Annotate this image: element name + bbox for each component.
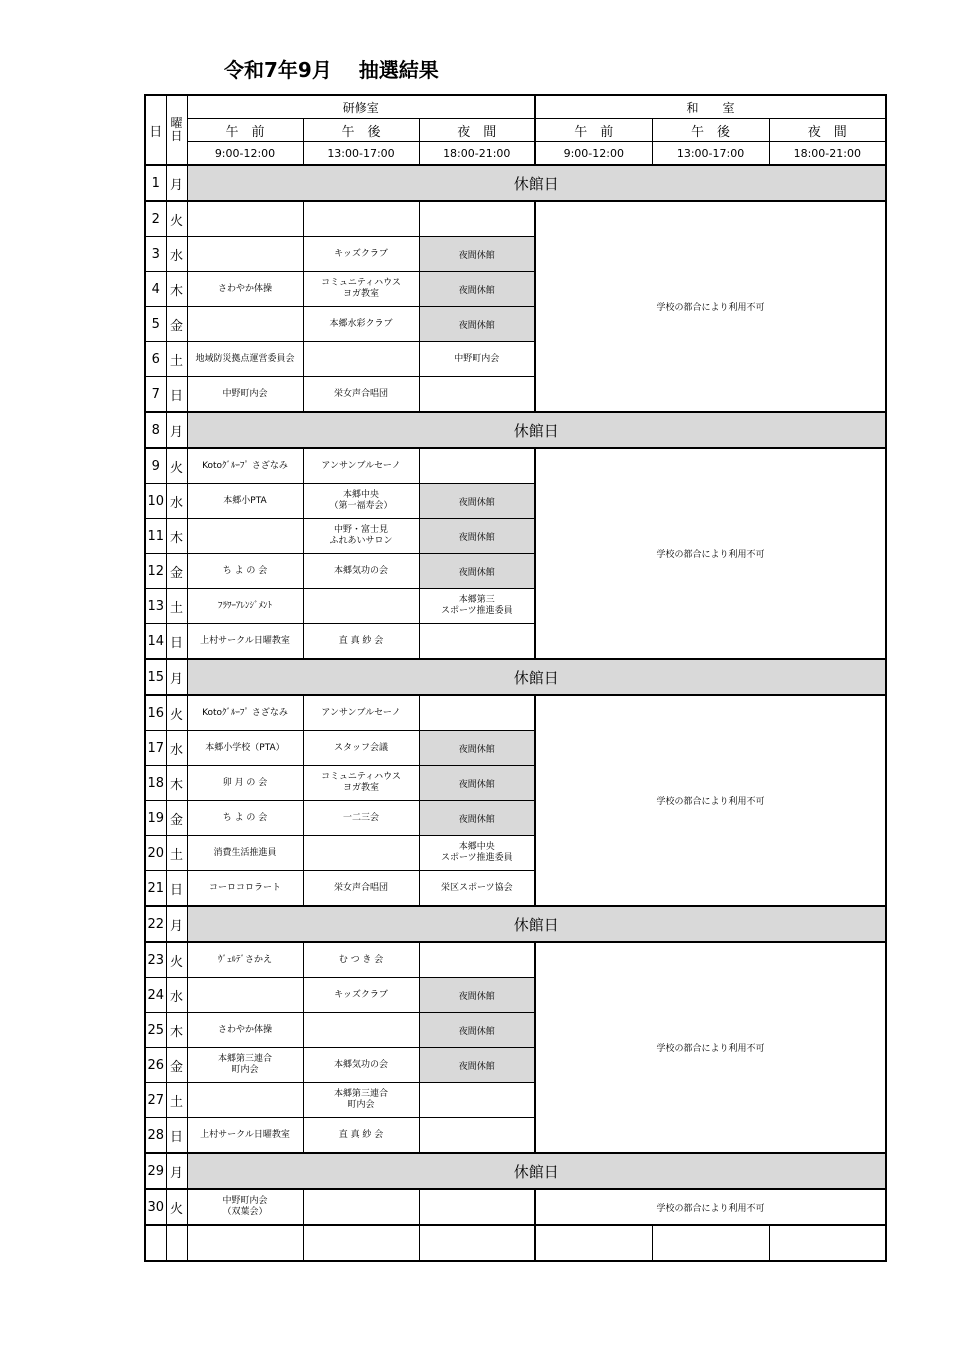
kenshu-am-cell: さわやか体操 (187, 1013, 303, 1048)
kenshu-am-cell: ち よ の 会 (187, 554, 303, 589)
kenshu-pm-cell (303, 836, 419, 871)
weekday: 水 (166, 731, 187, 766)
kenshu-pm-cell: 直 真 紗 会 (303, 1118, 419, 1154)
kenshu-nt-cell (419, 942, 535, 978)
night-closed-cell: 夜間休館 (419, 554, 535, 589)
night-closed-cell: 夜間休館 (419, 272, 535, 307)
day-number: 27 (145, 1083, 166, 1118)
kenshu-am-cell: 本郷小PTA (187, 484, 303, 519)
table-row (145, 942, 886, 978)
day-number: 20 (145, 836, 166, 871)
weekday: 金 (166, 801, 187, 836)
kenshu-am-cell (187, 201, 303, 237)
weekday: 日 (166, 624, 187, 660)
kenshu-pm-cell: 栄女声合唱団 (303, 871, 419, 907)
kenshu-am-cell (187, 307, 303, 342)
kenshu-pm-cell: 本郷中央 （第一福寿会） (303, 484, 419, 519)
closed-day-banner: 休館日 (187, 659, 886, 695)
kenshu-pm-cell (303, 1189, 419, 1225)
kenshu-am-cell: Kotoｸﾞﾙｰﾌﾟ さざなみ (187, 695, 303, 731)
kenshu-am-cell: 消費生活推進員 (187, 836, 303, 871)
kenshu-am-cell: 上村サークル日曜教室 (187, 624, 303, 660)
empty-cell (419, 1225, 535, 1261)
weekday: 月 (166, 1153, 187, 1189)
night-closed-cell: 夜間休館 (419, 484, 535, 519)
day-number: 12 (145, 554, 166, 589)
header-period: 午 後 (303, 119, 419, 142)
weekday: 木 (166, 272, 187, 307)
kenshu-pm-cell: 本郷第三連合 町内会 (303, 1083, 419, 1118)
header-room-washitsu: 和 室 (535, 95, 886, 119)
empty-cell (187, 1225, 303, 1261)
kenshu-pm-cell: む つ き 会 (303, 942, 419, 978)
kenshu-am-cell (187, 1083, 303, 1118)
kenshu-pm-cell: アンサンブルセーノ (303, 448, 419, 484)
header-period: 午 後 (652, 119, 769, 142)
kenshu-am-cell: ﾌﾗﾜｰｱﾚﾝｼﾞﾒﾝﾄ (187, 589, 303, 624)
kenshu-pm-cell: 本郷気功の会 (303, 1048, 419, 1083)
empty-cell (166, 1225, 187, 1261)
header-time: 18:00-21:00 (419, 142, 535, 166)
washitsu-notice: 学校の都合により利用不可 (535, 1189, 886, 1225)
day-number: 18 (145, 766, 166, 801)
weekday: 水 (166, 484, 187, 519)
washitsu-notice: 学校の都合により利用不可 (535, 448, 886, 659)
empty-cell (535, 1225, 652, 1261)
kenshu-pm-cell: コミュニティハウス ヨガ教室 (303, 272, 419, 307)
kenshu-nt-cell: 本郷第三 スポーツ推進委員 (419, 589, 535, 624)
weekday: 土 (166, 1083, 187, 1118)
kenshu-am-cell: 中野町内会 （双葉会） (187, 1189, 303, 1225)
weekday: 日 (166, 871, 187, 907)
kenshu-nt-cell (419, 448, 535, 484)
weekday: 木 (166, 1013, 187, 1048)
kenshu-am-cell (187, 237, 303, 272)
kenshu-nt-cell (419, 201, 535, 237)
empty-cell (145, 1225, 166, 1261)
day-number: 30 (145, 1189, 166, 1225)
weekday: 日 (166, 1118, 187, 1154)
kenshu-nt-cell (419, 624, 535, 660)
empty-cell (652, 1225, 769, 1261)
kenshu-nt-cell (419, 1118, 535, 1154)
day-number: 7 (145, 377, 166, 413)
table-row (145, 412, 886, 448)
header-time: 9:00-12:00 (187, 142, 303, 166)
kenshu-am-cell: ち よ の 会 (187, 801, 303, 836)
weekday: 水 (166, 237, 187, 272)
night-closed-cell: 夜間休館 (419, 978, 535, 1013)
weekday: 木 (166, 519, 187, 554)
day-number: 15 (145, 659, 166, 695)
day-number: 4 (145, 272, 166, 307)
weekday: 日 (166, 377, 187, 413)
day-number: 29 (145, 1153, 166, 1189)
header-period: 夜 間 (419, 119, 535, 142)
day-number: 16 (145, 695, 166, 731)
day-number: 6 (145, 342, 166, 377)
day-number: 21 (145, 871, 166, 907)
day-number: 11 (145, 519, 166, 554)
kenshu-nt-cell (419, 1083, 535, 1118)
day-number: 3 (145, 237, 166, 272)
empty-cell (303, 1225, 419, 1261)
kenshu-pm-cell: コミュニティハウス ヨガ教室 (303, 766, 419, 801)
weekday: 火 (166, 942, 187, 978)
weekday: 土 (166, 836, 187, 871)
header-period: 午 前 (535, 119, 652, 142)
day-number: 5 (145, 307, 166, 342)
closed-day-banner: 休館日 (187, 165, 886, 201)
weekday: 木 (166, 766, 187, 801)
washitsu-notice: 学校の都合により利用不可 (535, 942, 886, 1153)
table-row (145, 695, 886, 731)
kenshu-am-cell: 本郷小学校（PTA） (187, 731, 303, 766)
table-row (145, 906, 886, 942)
kenshu-am-cell: 卯 月 の 会 (187, 766, 303, 801)
table-row (145, 1189, 886, 1225)
weekday: 金 (166, 554, 187, 589)
table-row (145, 165, 886, 201)
header-room-kenshu: 研修室 (187, 95, 535, 119)
table-row (145, 659, 886, 695)
day-number: 24 (145, 978, 166, 1013)
kenshu-pm-cell: 本郷水彩クラブ (303, 307, 419, 342)
weekday: 月 (166, 659, 187, 695)
night-closed-cell: 夜間休館 (419, 1013, 535, 1048)
closed-day-banner: 休館日 (187, 1153, 886, 1189)
closed-day-banner: 休館日 (187, 906, 886, 942)
table-row (145, 448, 886, 484)
kenshu-pm-cell: スタッフ会議 (303, 731, 419, 766)
day-number: 25 (145, 1013, 166, 1048)
header-time: 13:00-17:00 (303, 142, 419, 166)
page-title: 令和7年9月 抽選結果 (224, 58, 439, 82)
day-number: 17 (145, 731, 166, 766)
table-row (145, 201, 886, 237)
weekday: 火 (166, 448, 187, 484)
washitsu-notice: 学校の都合により利用不可 (535, 201, 886, 412)
day-number: 10 (145, 484, 166, 519)
kenshu-am-cell (187, 519, 303, 554)
kenshu-am-cell: 中野町内会 (187, 377, 303, 413)
weekday: 土 (166, 342, 187, 377)
day-number: 13 (145, 589, 166, 624)
kenshu-pm-cell: キッズクラブ (303, 237, 419, 272)
kenshu-pm-cell: 栄女声合唱団 (303, 377, 419, 413)
kenshu-am-cell: さわやか体操 (187, 272, 303, 307)
day-number: 1 (145, 165, 166, 201)
kenshu-pm-cell (303, 201, 419, 237)
header-time: 9:00-12:00 (535, 142, 652, 166)
night-closed-cell: 夜間休館 (419, 307, 535, 342)
day-number: 19 (145, 801, 166, 836)
header-day: 日 (145, 95, 166, 165)
night-closed-cell: 夜間休館 (419, 801, 535, 836)
kenshu-am-cell: 上村サークル日曜教室 (187, 1118, 303, 1154)
day-number: 23 (145, 942, 166, 978)
night-closed-cell: 夜間休館 (419, 519, 535, 554)
header-time: 13:00-17:00 (652, 142, 769, 166)
day-number: 2 (145, 201, 166, 237)
day-number: 14 (145, 624, 166, 660)
kenshu-pm-cell (303, 1013, 419, 1048)
day-number: 26 (145, 1048, 166, 1083)
table-row (145, 1153, 886, 1189)
day-number: 28 (145, 1118, 166, 1154)
kenshu-am-cell: Kotoｸﾞﾙｰﾌﾟ さざなみ (187, 448, 303, 484)
kenshu-pm-cell: 中野・富士見 ふれあいサロン (303, 519, 419, 554)
kenshu-nt-cell (419, 1189, 535, 1225)
kenshu-pm-cell: キッズクラブ (303, 978, 419, 1013)
table-row-empty (145, 1225, 886, 1261)
weekday: 月 (166, 906, 187, 942)
schedule-body (145, 165, 886, 1261)
day-number: 22 (145, 906, 166, 942)
night-closed-cell: 夜間休館 (419, 1048, 535, 1083)
washitsu-notice: 学校の都合により利用不可 (535, 695, 886, 906)
weekday: 月 (166, 165, 187, 201)
header-weekday-label: 曜 日 (170, 116, 183, 143)
weekday: 火 (166, 1189, 187, 1225)
kenshu-pm-cell: 本郷気功の会 (303, 554, 419, 589)
closed-day-banner: 休館日 (187, 412, 886, 448)
kenshu-nt-cell (419, 377, 535, 413)
day-number: 9 (145, 448, 166, 484)
weekday: 月 (166, 412, 187, 448)
empty-cell (769, 1225, 886, 1261)
kenshu-am-cell: 本郷第三連合 町内会 (187, 1048, 303, 1083)
header-period: 夜 間 (769, 119, 886, 142)
header-period: 午 前 (187, 119, 303, 142)
header-weekday (166, 95, 187, 165)
kenshu-am-cell: 地域防災拠点運営委員会 (187, 342, 303, 377)
night-closed-cell: 夜間休館 (419, 731, 535, 766)
weekday: 水 (166, 978, 187, 1013)
kenshu-am-cell: コーロコロラート (187, 871, 303, 907)
weekday: 土 (166, 589, 187, 624)
kenshu-pm-cell: 直 真 紗 会 (303, 624, 419, 660)
kenshu-nt-cell: 栄区スポーツ協会 (419, 871, 535, 907)
kenshu-nt-cell: 本郷中央 スポーツ推進委員 (419, 836, 535, 871)
kenshu-nt-cell: 中野町内会 (419, 342, 535, 377)
day-number: 8 (145, 412, 166, 448)
night-closed-cell: 夜間休館 (419, 237, 535, 272)
weekday: 金 (166, 1048, 187, 1083)
weekday: 金 (166, 307, 187, 342)
night-closed-cell: 夜間休館 (419, 766, 535, 801)
kenshu-pm-cell (303, 342, 419, 377)
kenshu-nt-cell (419, 695, 535, 731)
kenshu-am-cell: ｳﾞｪﾙﾃﾞさかえ (187, 942, 303, 978)
lottery-results-table (144, 94, 887, 1262)
weekday: 火 (166, 201, 187, 237)
kenshu-am-cell (187, 978, 303, 1013)
kenshu-pm-cell (303, 589, 419, 624)
weekday: 火 (166, 695, 187, 731)
kenshu-pm-cell: 一二三会 (303, 801, 419, 836)
header-time: 18:00-21:00 (769, 142, 886, 166)
kenshu-pm-cell: アンサンブルセーノ (303, 695, 419, 731)
